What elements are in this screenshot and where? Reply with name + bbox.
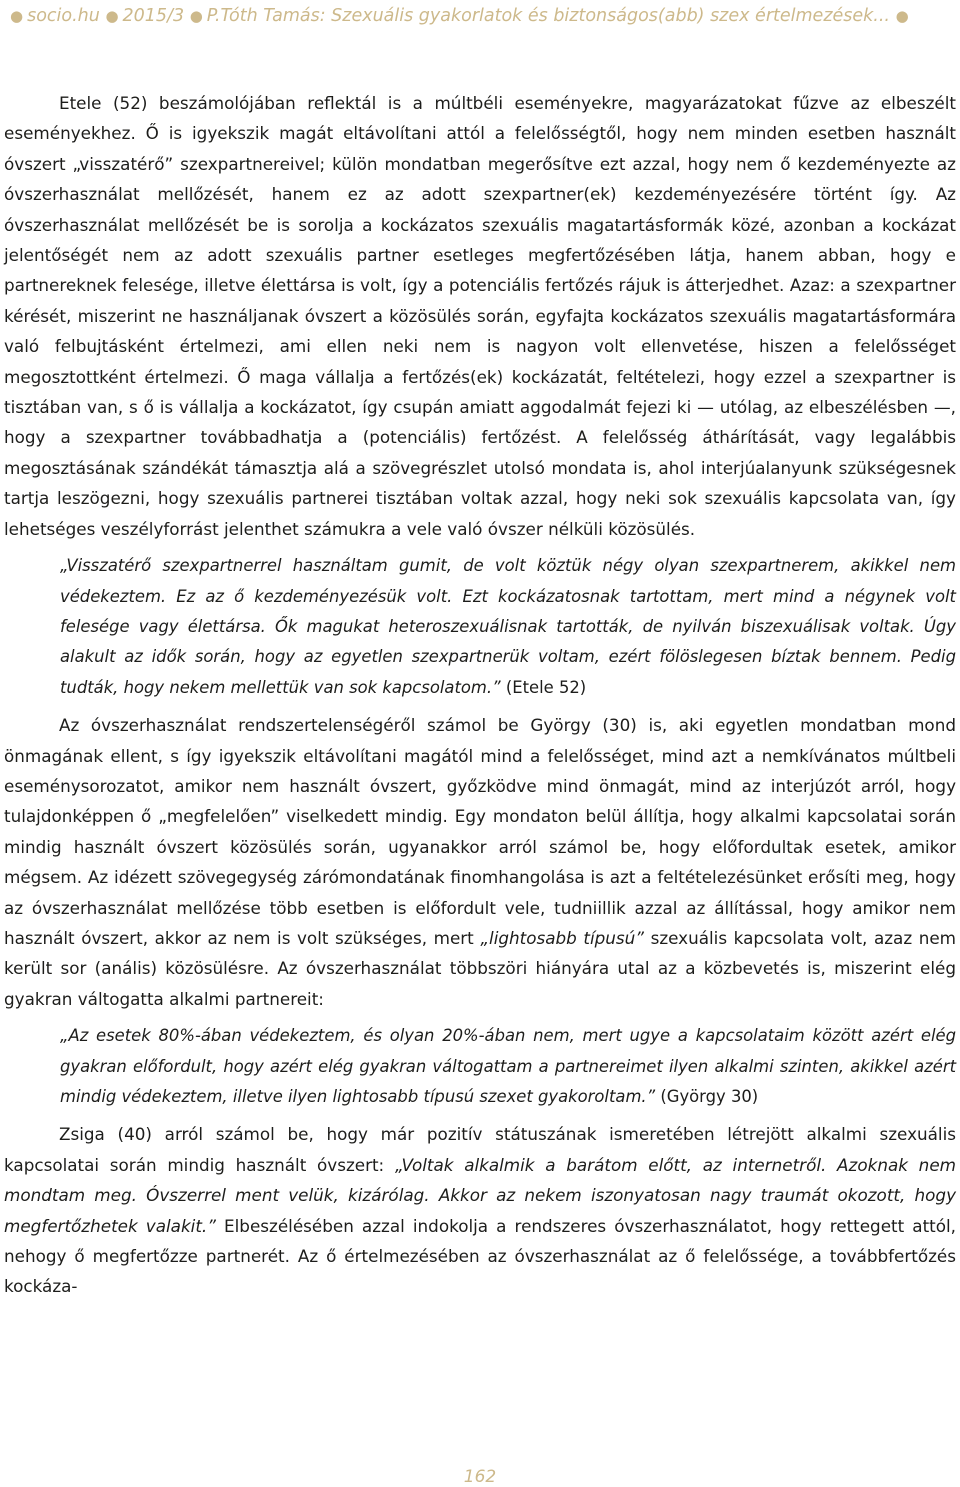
quote-gyorgy-source: (György 30) [660, 1087, 759, 1106]
quote-gyorgy [60, 1021, 956, 1112]
paragraph-2-text: Az óvszerhasználat rendszertelenségéről számol be György (30) is, aki egyetlen mondatban mond önmagának ellent, s így igyekszik eltávolítani magától mind a felelősséget, mind azt a nemkívánatos múltbeli eseménysorozatot, amikor nem használt óvszert, győzködve mind önmagát, mind az interjúzót arról, hogy tulajdonképpen ő „megfelelően” viselkedett mindig. Egy mondaton belül állítja, hogy alkalmi kapcsolatai során mindig használt óvszert közösülés során, ugyanakkor arról számol be, hogy előfordultak esetek, amikor mégsem. Az idézett szövegegység zárómondatának finomhangolása is azt a feltételezésünket erősíti meg, hogy az óvszerhasználat mellőzése több esetben is előfordult vele, tudniillik azzal az állítással, hogy amikor nem használt óvszert, akkor az nem is volt szükséges, mert [4, 715, 956, 948]
bullet-icon: ● [895, 7, 909, 25]
bullet-icon: ● [189, 7, 203, 25]
bullet-icon: ● [10, 7, 24, 25]
paragraph-2 [4, 710, 956, 1014]
paragraph-3-start: Zsiga (40) arról számol be, hogy már pozitív státuszának ismeretében létrejött alkalmi szexuális kapcsolatai során mindig használt óvszert: [4, 1124, 956, 1175]
paragraph-2-italic: „lightosabb típusú” [480, 927, 644, 948]
paragraph-3-italic: „Voltak alkalmik a barátom előtt, az internetről. Azoknak nem mondtam meg. Óvszerrel ment velük, kizárólag. Akkor az nekem iszonyatosan nagy traumát okozott, hogy megfertőzhetek valakit.” [4, 1154, 956, 1236]
paragraph-3 [4, 1119, 956, 1301]
quote-etele-source: (Etele 52) [505, 677, 587, 697]
bullet-icon: ● [105, 7, 119, 25]
header-article: P.Tóth Tamás: Szexuális gyakorlatok és biztonságos(abb) szex értelmezések... [206, 6, 890, 26]
paragraph-1: Etele (52) beszámolójában reflektál is a múltbéli eseményekre, magyarázatokat fűzve az elbeszélt eseményekhez. Ő is igyekszik magát eltávolítani attól a felelősségtől, hogy nem minden esetben használt óvszert „visszatérő” szexpartnereivel; külön mondatban megerősítve ezt azzal, hogy nem ő kezdeményezte az óvszerhasználat mellőzését, hanem ez az adott szexpartner(ek) kezdeményezésére történt így. Az óvszerhasználat mellőzését be is sorolja a kockázatos szexuális magatartásformák közé, azonban a kockázat jelentőségét nem az adott szexuális partner esetleges megfertőzésében látja, hanem abban, hogy e partnereknek felesége, illetve élettársa is volt, így a potenciális fertőzés rájuk is átterjedhet. Azaz: a szexpartner kérését, miszerint ne használjanak óvszert a közösülés során, egyfajta kockázatos szexuális magatartásformára való felbujtásként értelmezi, ami ellen neki nem is nagyon volt ellenvetése, hiszen a felelősséget megosztottként értelmezi. Ő maga vállalja a fertőzés(ek) kockázatát, feltételezi, hogy ezzel a szexpartner is tisztában van, s ő is vállalja a kockázatot, így csupán amiatt aggodalmát fejezi ki — utólag, az elbeszélésben —, hogy a szexpartner továbbadhatja a (potenciális) fertőzést. A felelősség áthárítását, vagy legalábbis megosztásának szándékát támasztja alá a szövegrészlet utolsó mondata is, ahol interjúalanyunk szükségesnek tartja leszögezni, hogy szexuális partnerei tisztában voltak azzal, hogy neki sok szexuális kapcsolata van, így lehetséges veszélyforrást jelenthet számukra a vele való óvszer nélküli közösülés. [4, 93, 956, 539]
running-header [10, 4, 960, 28]
header-issue: 2015/3 [122, 6, 185, 26]
quote-etele [60, 551, 956, 703]
paragraph-2-end: szexuális kapcsolata volt, azaz nem került sor (anális) közösülésre. Az óvszerhasználat többszöri hiányára utal az a közbevetés is, miszerint elég gyakran váltogatta alkalmi partnereit: [4, 927, 957, 1009]
quote-gyorgy-text: „Az esetek 80%-ában védekeztem, és olyan 20%-ában nem, mert ugye a kapcsolataim között azért elég gyakran előfordult, hogy azért elég gyakran váltogattam a partnereimet ilyen alkalmi szinten, akikkel azért mindig védekeztem, illetve ilyen lightosabb típusú szexet gyakoroltam.” [60, 1026, 956, 1106]
header-site: socio.hu [27, 6, 100, 26]
body-text [4, 88, 956, 1302]
page-number: 162 [463, 1467, 497, 1487]
paragraph-3-end: Elbeszélésében azzal indokolja a rendszeres óvszerhasználatot, hogy rettegett attól, nehogy ő megfertőzze partnerét. Az ő értelmezésében az óvszerhasználat az ő felelőssége, a továbbfertőzés kockáza- [4, 1215, 956, 1297]
quote-etele-text: „Visszatérő szexpartnerrel használtam gumit, de volt köztük négy olyan szexpartnerem, akikkel nem védekeztem. Ez az ő kezdeményezésük volt. Ezt kockázatosnak tartottam, mert mind a négynek volt felesége vagy élettársa. Ők magukat heteroszexuálisnak tartották, de nyilván biszexuálisak voltak. Úgy alakult az idők során, hogy az egyetlen szexpartnerük voltam, ezért fölöslegesen bíztak bennem. Pedig tudták, hogy nekem mellettük van sok kapcsolatom.” [60, 556, 956, 697]
